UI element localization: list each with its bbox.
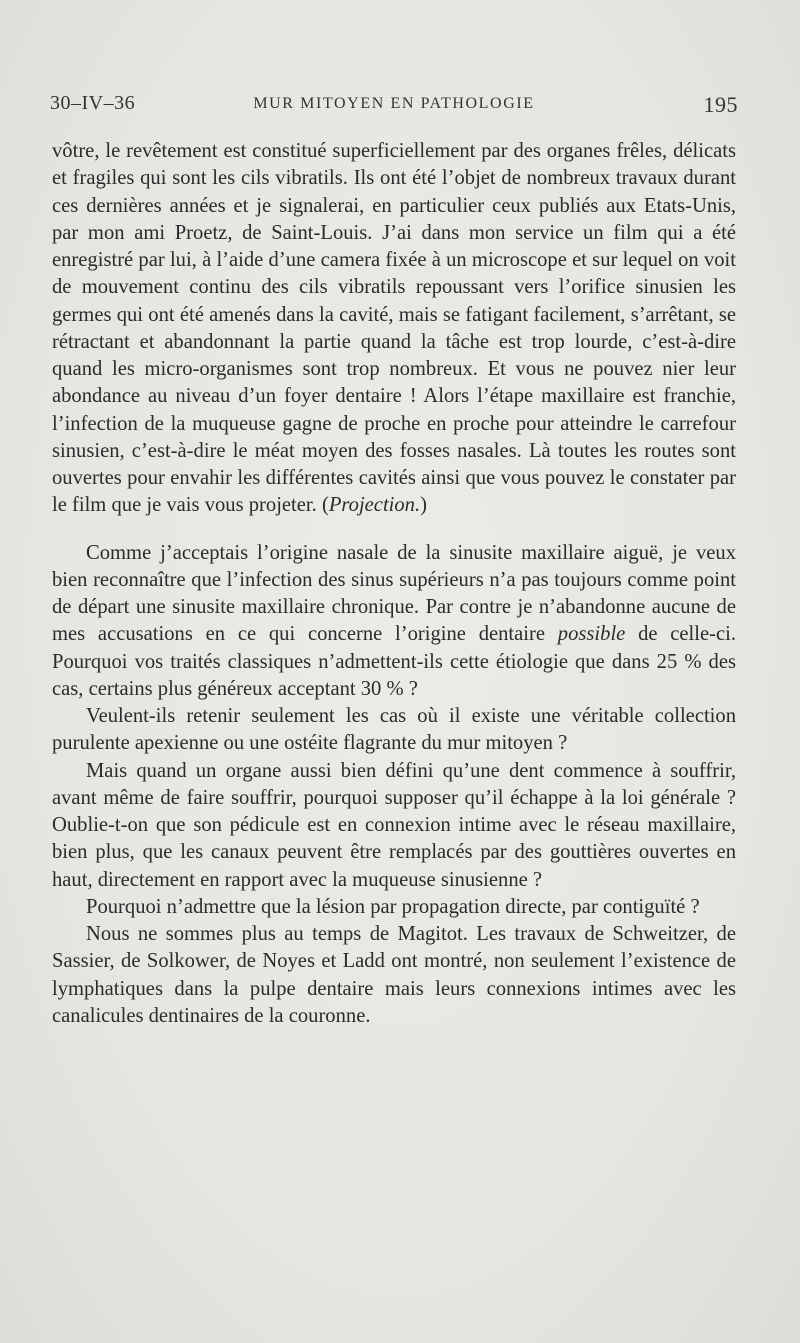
paragraph-2-text: Comme j’acceptais l’origine nasale de la sinusite maxillaire aiguë, je veux bien reconnaître que l’infection des sinus supérieurs n’a pas toujours comme point de départ une sinusite maxillaire chronique. Par contre je n’abandonne aucune de mes accusations en ce qui concerne l’origine dentaire [52,541,736,646]
paragraph-1-italic: Projection. [328,494,421,517]
paragraph-1 [52,138,736,520]
paragraph-6-text: Nous ne sommes plus au temps de Magitot. Les travaux de Schweitzer, de Sassier, de Solkower, de Noyes et Ladd ont montré, non seulement l’existence de lymphatiques dans la pulpe dentaire mais leurs connexions intimes avec les canalicules dentinaires de la couronne. [52,923,736,1027]
paragraph-3 [52,703,736,758]
paragraph-4 [52,758,736,894]
paragraph-2-tail: de celle-ci. Pourquoi vos traités classiques n’admettent-ils cette étiologie que dans 25 % des cas, certains plus généreux acceptant 30 % ? [52,623,737,700]
paragraph-1-tail: ) [420,494,427,517]
running-head [50,92,738,118]
paragraph-2 [52,540,736,704]
paragraph-1-text: vôtre, le revêtement est constitué superficiellement par des organes frêles, délicats et fragiles qui sont les cils vibratils. Ils ont été l’objet de nombreux travaux durant ces dernières années et je signalerai, en particulier ceux publiés aux Etats-Unis, par mon ami Proetz, de Saint-Louis. J’ai dans mon service un film qui a été enregistré par lui, à l’aide d’une camera fixée à un microscope et sur lequel on voit de mouvement continu des cils vibratils repoussant vers l’orifice sinusien les germes qui ont été amenés dans la cavité, mais se fatigant facilement, s’arrêtant, se rétractant et abandonnant la partie quand la tâche est trop lourde, c’est-à-dire quand les micro-organismes sont trop nombreux. Et vous ne pouvez nier leur abondance au niveau d’un foyer dentaire ! Alors l’étape maxillaire est franchie, l’infection de la muqueuse gagne de proche en proche pour atteindre le carrefour sinusien, c’est-à-dire le méat moyen des fosses nasales. Là toutes les routes sont ouvertes pour envahir les différentes cavités ainsi que vous pouvez le constater par le film que je vais vous projeter. ( [52,140,736,517]
page-number: 195 [703,92,738,117]
body-text [52,138,736,1030]
paragraph-5 [52,894,736,921]
paragraph-5-text: Pourquoi n’admettre que la lésion par propagation directe, par contiguïté ? [86,895,700,918]
paragraph-4-text: Mais quand un organe aussi bien défini qu’une dent commence à souffrir, avant même de faire souffrir, pourquoi supposer qu’il échappe à la loi générale ? Oublie-t-on que son pédicule est en connexion intime avec le réseau maxillaire, bien plus, que les canaux peuvent être remplacés par des gouttières ouvertes en haut, directement en rapport avec la muqueuse sinusienne ? [52,759,736,891]
paragraph-6 [52,921,736,1030]
paragraph-2-italic: possible [557,623,626,646]
header-date: 30–IV–36 [50,92,136,114]
header-title: MUR MITOYEN EN PATHOLOGIE [253,95,535,112]
paragraph-3-text: Veulent-ils retenir seulement les cas où il existe une véritable collection purulente apexienne ou une ostéite flagrante du mur mitoyen ? [52,705,736,755]
